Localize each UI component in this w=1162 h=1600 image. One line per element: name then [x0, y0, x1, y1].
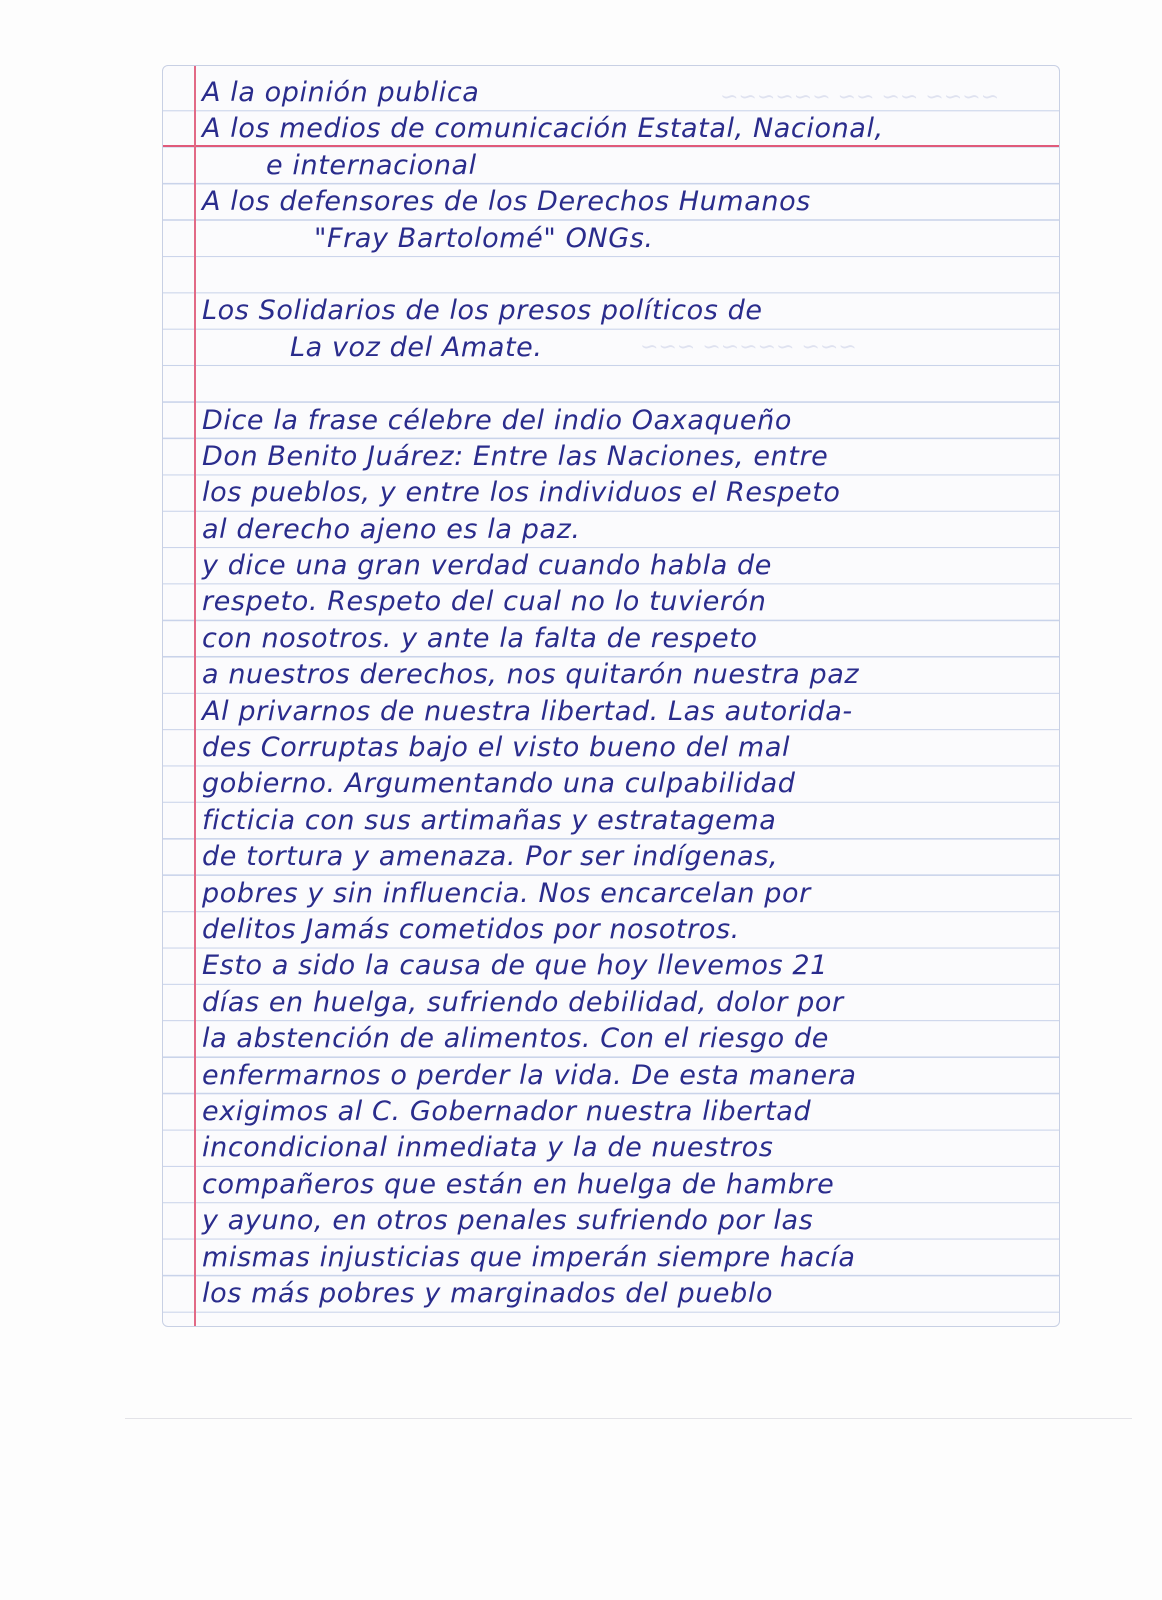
letter-line: des Corruptas bajo el visto bueno del mal [202, 732, 791, 764]
letter-line: con nosotros. y ante la falta de respeto [202, 622, 758, 654]
letter-line: Esto a sido la causa de que hoy llevemos 21 [202, 950, 828, 982]
letter-line: Al privarnos de nuestra libertad. Las autorida- [202, 695, 853, 727]
letter-line: días en huelga, sufriendo debilidad, dolor por [202, 986, 844, 1018]
blank-line [202, 257, 1052, 293]
letter-line: Dice la frase célebre del indio Oaxaqueño [202, 404, 792, 436]
letter-line: delitos Jamás cometidos por nosotros. [202, 913, 740, 945]
bleed-through-text: ~~~~ ~~ ~~ ~~~~~~ [720, 85, 1000, 110]
bleed-through-text: ~~~ ~~~~~ ~~~ [640, 335, 857, 360]
letter-line: los más pobres y marginados del pueblo [202, 1277, 774, 1309]
letter-line: e internacional [266, 149, 477, 181]
letter-line: Don Benito Juárez: Entre las Naciones, entre [202, 440, 829, 472]
letter-line: mismas injusticias que imperán siempre hacía [202, 1241, 856, 1273]
blank-line [202, 366, 1052, 402]
letter-line: A la opinión publica [202, 77, 480, 108]
letter-line: gobierno. Argumentando una culpabilidad [202, 768, 796, 800]
handwritten-letter [202, 75, 1052, 1312]
letter-line: enfermarnos o perder la vida. De esta manera [202, 1059, 857, 1091]
letter-line: compañeros que están en huelga de hambre [202, 1168, 835, 1200]
letter-line: A los medios de comunicación Estatal, Nacional, [202, 113, 884, 145]
left-margin-rule [194, 66, 196, 1326]
letter-line: A los defensores de los Derechos Humanos [202, 186, 811, 218]
letter-line: respeto. Respeto del cual no lo tuvierón [202, 586, 767, 618]
letter-line: a nuestros derechos, nos quitarón nuestra paz [202, 659, 860, 691]
letter-line: exigimos al C. Gobernador nuestra libertad [202, 1095, 812, 1127]
letter-line: "Fray Bartolomé" ONGs. [314, 222, 654, 254]
letter-line: la abstención de alimentos. Con el riesgo de [202, 1023, 829, 1055]
letter-line: La voz del Amate. [290, 331, 543, 363]
paper-bottom-edge [125, 1418, 1132, 1419]
letter-line: pobres y sin influencia. Nos encarcelan por [202, 877, 811, 909]
letter-line: los pueblos, y entre los individuos el Respeto [202, 477, 841, 509]
letter-line: incondicional inmediata y la de nuestros [202, 1132, 774, 1164]
letter-line: al derecho ajeno es la paz. [202, 513, 581, 545]
letter-line: de tortura y amenaza. Por ser indígenas, [202, 841, 779, 873]
letter-line: ficticia con sus artimañas y estratagema [202, 804, 777, 836]
letter-line: Los Solidarios de los presos políticos de [202, 295, 763, 327]
letter-line: y ayuno, en otros penales sufriendo por las [202, 1205, 814, 1237]
letter-line: y dice una gran verdad cuando habla de [202, 550, 772, 582]
